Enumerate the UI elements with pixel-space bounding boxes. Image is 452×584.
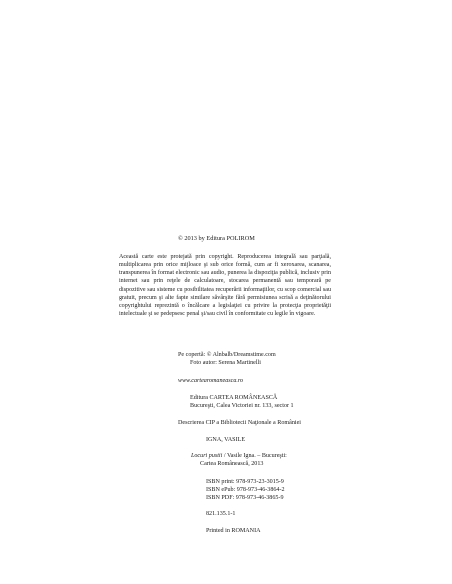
cip-author: IGNA, VASILE — [206, 437, 246, 443]
publisher-address: Bucureşti, Calea Victoriei nr. 133, sector 1 — [190, 403, 294, 410]
isbn-list — [206, 478, 285, 503]
cip-entry-rest: / Vasile Igna. – Bucureşti: — [222, 453, 287, 459]
cip-book-title: Locuri pustii — [191, 453, 223, 459]
cip-entry-line1 — [178, 452, 287, 460]
cip-entry-line2: Cartea Românească, 2013 — [200, 461, 264, 468]
cip-entry — [178, 452, 287, 468]
udc-code: 821.135.1-1 — [206, 511, 236, 517]
printed-in: Printed in ROMANIA — [206, 528, 261, 534]
isbn-epub: ISBN ePub: 978-973-46-3864-2 — [206, 487, 285, 494]
isbn-pdf: ISBN PDF: 978-973-46-3865-9 — [206, 495, 284, 502]
legal-notice: Această carte este protejată prin copyright. Reproducerea integrală sau parţială, multiplicarea prin orice mijloace şi sub orice formă, cum ar fi xeroxarea, scanarea, transpunerea în format electronic sau audio, punerea la dispoziţia publică, inclusiv prin internet sau prin reţele de calculatoare, stocarea permanentă sau temporară pe dispozitive sau sisteme cu posibilitatea recuperării informaţiilor, cu scop comercial sau gratuit, precum şi alte fapte similare săvârşite fără permisiunea scrisă a deţinătorului copyrightului reprezintă o încălcare a legislaţiei cu privire la protecţia proprietăţii intelectuale şi se pedepsesc penal şi/sau civil în conformitate cu legile în vigoare. — [119, 254, 331, 318]
cover-credit: Pe copertă: © Alnbalb/Dreamstime.com — [178, 352, 276, 358]
cip-heading: Descrierea CIP a Bibliotecii Naţionale a României — [178, 420, 301, 426]
publisher-info — [178, 394, 294, 410]
author-photo-credit: Foto autor: Serena Martinelli — [190, 360, 261, 367]
image-credits — [178, 351, 276, 367]
publisher-name: Editura CARTEA ROMÂNEASCĂ — [190, 395, 278, 401]
isbn-print: ISBN print: 978-973-23-3015-9 — [206, 479, 284, 485]
publisher-website: www.cartearomaneasca.ro — [178, 378, 244, 384]
copyright-notice: © 2013 by Editura POLIROM — [178, 235, 255, 242]
